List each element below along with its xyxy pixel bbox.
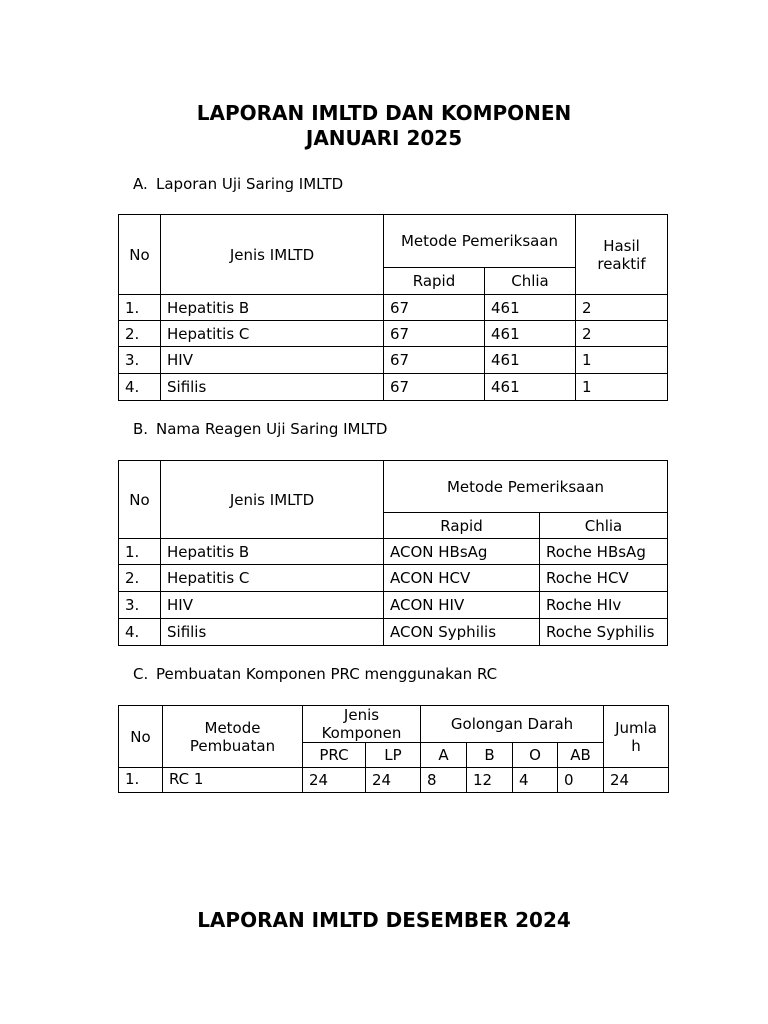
cell-rapid: ACON HIV xyxy=(384,592,540,619)
header-jenis-imltd: Jenis IMLTD xyxy=(161,461,384,539)
document-title-line2: JANUARI 2025 xyxy=(305,126,463,150)
cell-metode: RC 1 xyxy=(163,768,303,793)
header-metode-pembuatan: Metode Pembuatan xyxy=(163,706,303,768)
header-jumlah: Jumla h xyxy=(604,706,669,768)
header-metode-pemeriksaan: Metode Pemeriksaan xyxy=(384,461,668,513)
cell-chlia: Roche HBsAg xyxy=(540,539,668,565)
cell-jenis: Hepatitis C xyxy=(161,565,384,592)
section-c-heading xyxy=(133,665,497,683)
cell-jenis: HIV xyxy=(161,347,384,374)
cell-jenis: Hepatitis B xyxy=(161,539,384,565)
table-row xyxy=(119,539,668,565)
cell-chlia: 461 xyxy=(485,374,576,401)
cell-rapid: ACON HCV xyxy=(384,565,540,592)
header-rapid: Rapid xyxy=(384,513,540,539)
header-hasil-reaktif: Hasil reaktif xyxy=(576,215,668,295)
table-row xyxy=(119,347,668,374)
header-jenis-komponen: Jenis Komponen xyxy=(303,706,421,743)
cell-o: 4 xyxy=(513,768,558,793)
header-chlia: Chlia xyxy=(540,513,668,539)
cell-no: 2. xyxy=(119,565,161,592)
cell-rapid: 67 xyxy=(384,347,485,374)
cell-hasil: 2 xyxy=(576,295,668,321)
cell-jumlah: 24 xyxy=(604,768,669,793)
cell-no: 3. xyxy=(119,347,161,374)
cell-jenis: Sifilis xyxy=(161,374,384,401)
component-table xyxy=(118,705,669,793)
header-ab: AB xyxy=(558,743,604,768)
cell-a: 8 xyxy=(421,768,467,793)
cell-rapid: 67 xyxy=(384,295,485,321)
header-lp: LP xyxy=(366,743,421,768)
header-chlia: Chlia xyxy=(485,268,576,295)
cell-jenis: Hepatitis B xyxy=(161,295,384,321)
section-c-letter: C. xyxy=(133,665,149,683)
table-header-row xyxy=(119,215,668,268)
header-golongan-darah: Golongan Darah xyxy=(421,706,604,743)
cell-jenis: HIV xyxy=(161,592,384,619)
header-rapid: Rapid xyxy=(384,268,485,295)
table-header-row xyxy=(119,461,668,513)
table-header-row xyxy=(119,706,669,743)
cell-no: 2. xyxy=(119,321,161,347)
cell-chlia: Roche Syphilis xyxy=(540,619,668,646)
section-b-heading-text: Nama Reagen Uji Saring IMLTD xyxy=(156,420,388,438)
cell-jenis: Hepatitis C xyxy=(161,321,384,347)
cell-no: 3. xyxy=(119,592,161,619)
table-row xyxy=(119,768,669,793)
cell-chlia: 461 xyxy=(485,295,576,321)
header-no: No xyxy=(119,706,163,768)
cell-no: 1. xyxy=(119,295,161,321)
cell-ab: 0 xyxy=(558,768,604,793)
header-no: No xyxy=(119,215,161,295)
cell-chlia: Roche HIv xyxy=(540,592,668,619)
cell-hasil: 2 xyxy=(576,321,668,347)
header-metode-pemeriksaan: Metode Pemeriksaan xyxy=(384,215,576,268)
header-prc: PRC xyxy=(303,743,366,768)
header-jenis-imltd: Jenis IMLTD xyxy=(161,215,384,295)
section-a-heading xyxy=(133,175,343,193)
cell-hasil: 1 xyxy=(576,347,668,374)
header-o: O xyxy=(513,743,558,768)
cell-rapid: ACON Syphilis xyxy=(384,619,540,646)
section-b-letter: B. xyxy=(133,420,149,438)
section-c-heading-text: Pembuatan Komponen PRC menggunakan RC xyxy=(156,665,498,683)
cell-rapid: 67 xyxy=(384,374,485,401)
cell-chlia: Roche HCV xyxy=(540,565,668,592)
table-row xyxy=(119,374,668,401)
cell-rapid: 67 xyxy=(384,321,485,347)
cell-lp: 24 xyxy=(366,768,421,793)
section-a-heading-text: Laporan Uji Saring IMLTD xyxy=(156,175,344,193)
cell-no: 4. xyxy=(119,619,161,646)
reagent-table xyxy=(118,460,668,646)
cell-rapid: ACON HBsAg xyxy=(384,539,540,565)
cell-b: 12 xyxy=(467,768,513,793)
header-b: B xyxy=(467,743,513,768)
table-row xyxy=(119,295,668,321)
cell-jenis: Sifilis xyxy=(161,619,384,646)
table-row xyxy=(119,619,668,646)
table-row xyxy=(119,592,668,619)
cell-chlia: 461 xyxy=(485,321,576,347)
cell-hasil: 1 xyxy=(576,374,668,401)
document-title-line1: LAPORAN IMLTD DAN KOMPONEN xyxy=(196,101,572,125)
document-title xyxy=(0,101,768,151)
cell-no: 1. xyxy=(119,539,161,565)
section-b-heading xyxy=(133,420,387,438)
imltd-screening-table xyxy=(118,214,668,401)
table-row xyxy=(119,321,668,347)
footer-title: LAPORAN IMLTD DESEMBER 2024 xyxy=(197,908,571,932)
cell-prc: 24 xyxy=(303,768,366,793)
header-a: A xyxy=(421,743,467,768)
header-no: No xyxy=(119,461,161,539)
section-a-letter: A. xyxy=(133,175,148,193)
cell-chlia: 461 xyxy=(485,347,576,374)
table-row xyxy=(119,565,668,592)
cell-no: 1. xyxy=(119,768,163,793)
cell-no: 4. xyxy=(119,374,161,401)
